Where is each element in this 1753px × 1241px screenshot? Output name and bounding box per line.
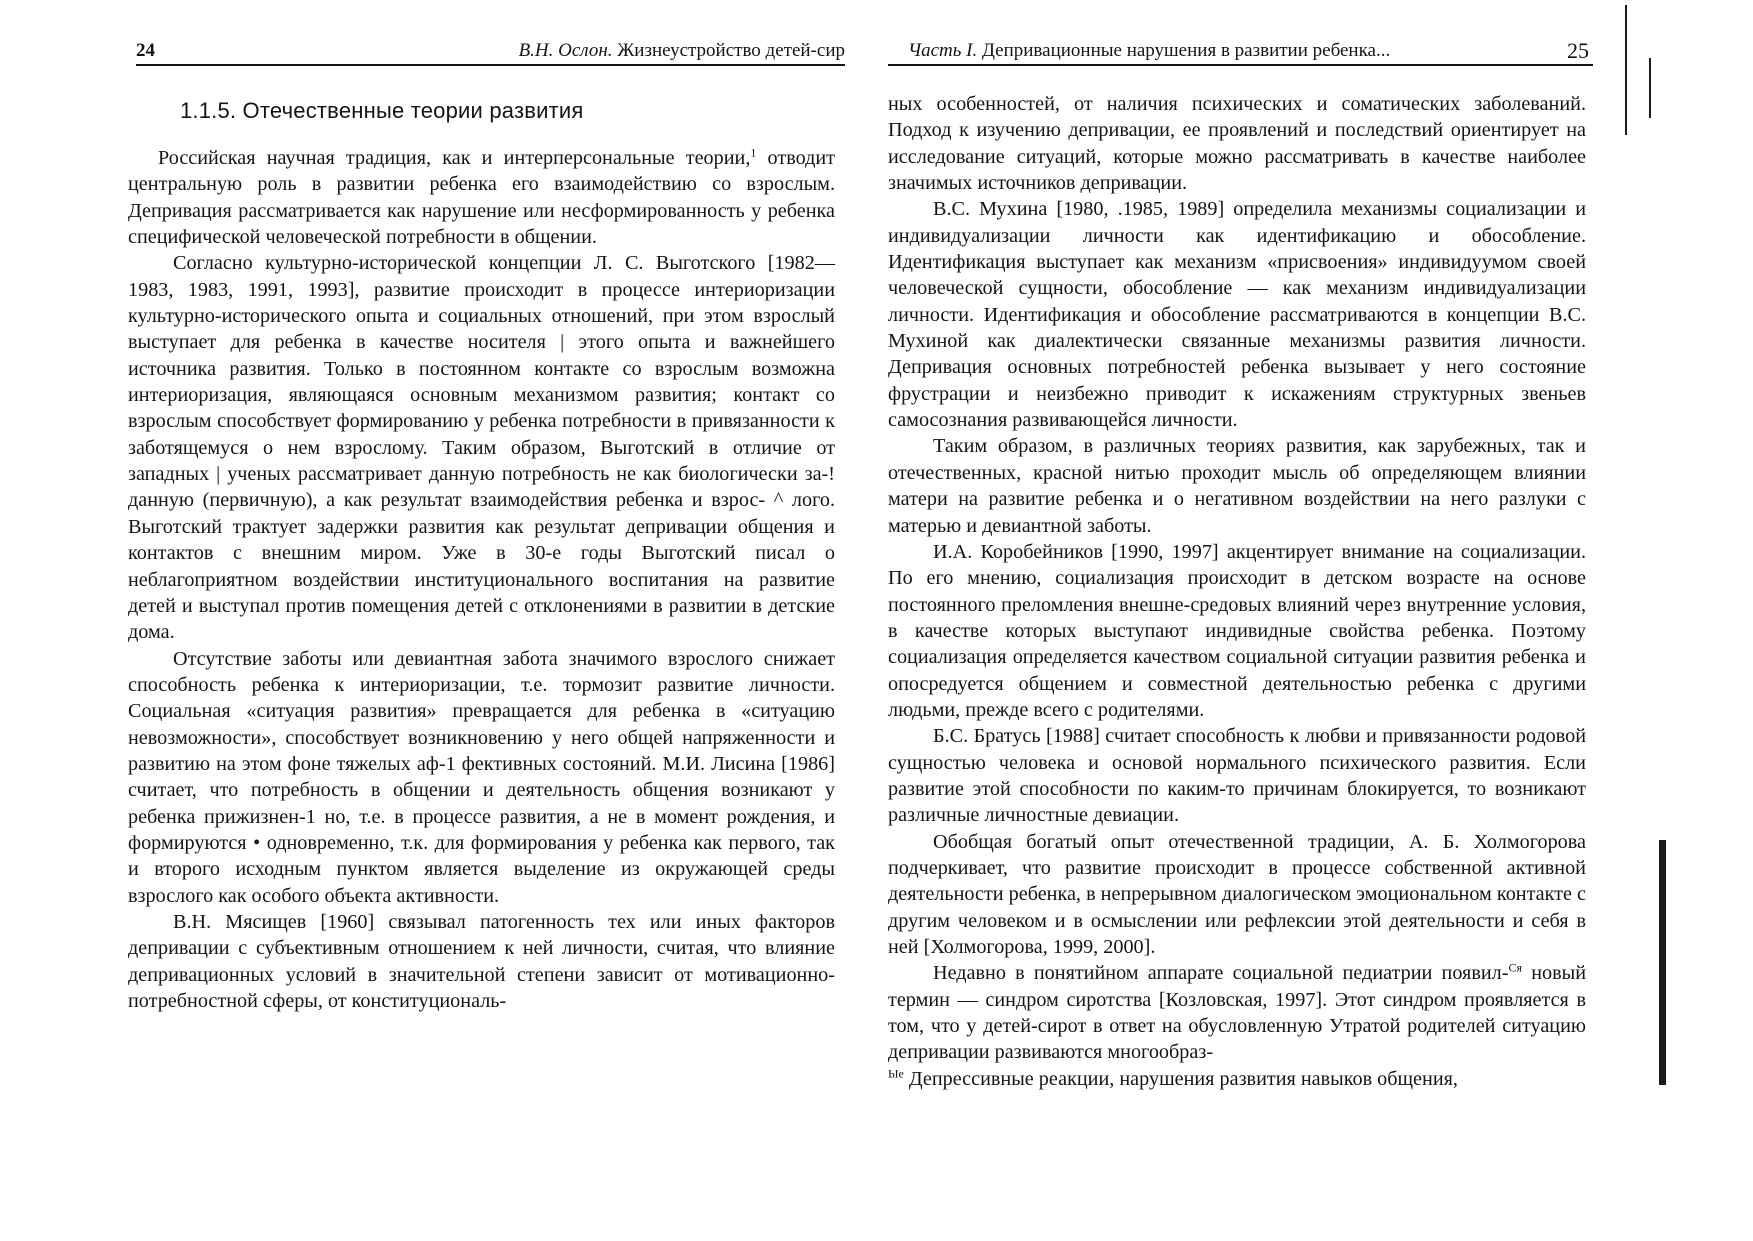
running-head-book-title: Жизнеустройство детей-сир	[617, 40, 845, 61]
paragraph	[888, 960, 1586, 1065]
paragraph: В.С. Мухина [1980, .1985, 1989] определила механизмы социализации и индивидуализации личности как идентификацию и обособление. Идентификация выступает как механизм «присвоения» индивидуумом своей человеческой сущности, обособление — как механизм индивидуализации личности. Идентификация и обособление рассматриваются в концепции В.С. Мухиной как диалектически связанные механизмы развития личности. Депривация основных потребностей ребенка вызывает у него состояние фрустрации и неизбежно приводит к искажениям структурных звеньев самосознания развивающейся личности.	[888, 198, 1586, 432]
left-text-column	[128, 145, 835, 1014]
paragraph	[128, 145, 835, 250]
scan-edge-mark	[1659, 840, 1666, 1085]
paragraph-rest: отводит центральную роль в развитии ребенка его взаимодействию со взрослым. Депривация рассматривается как нарушение или несформированность у ребенка специфической человеческой потребности в общении.	[128, 147, 835, 249]
paragraph: Согласно культурно-исторической концепции Л. С. Выготского [1982—1983, 1983, 1991, 1993], развитие происходит в процессе интериоризации культурно-исторического опыта и социальных отношений, при этом взрослый выступает для ребенка в качестве носителя | этого опыта и важнейшего источника развития. Только в постоянном контакте со взрослым возможна интериоризация, являющаяся основным механизмом развития; контакт со взрослым способствует формированию у ребенка потребности в привязанности к заботящемуся о нем взрослому. Таким образом, Выготский в отличие от западных | ученых рассматривает данную потребность не как биологически за-! данную (первичную), а как результат взаимодействия ребенка и взрос- ^ лого. Выготский трактует задержки развития как результат депривации общения и контактов с внешним миром. Уже в 30-е годы Выготский писал о неблагоприятном воздействии институционального воспитания на развитие детей и выступал против помещения детей с отклонениями в развитии в детские дома.	[128, 252, 835, 644]
right-text-column	[888, 91, 1586, 1092]
paragraph: Отсутствие заботы или девиантная забота значимого взрослого снижает способность ребенка к интериоризации, т.е. тормозит развитие личности. Социальная «ситуация развития» превращается для ребенка в «ситуацию невозможности», способствует возникновению у него общей напряженности и развитию на этом фоне тяжелых аф-1 фективных состояний. М.И. Лисина [1986] считает, что потребность в общении и деятельность общения возникают у ребенка прижизнен-1 но, т.е. в процессе развития, а не в момент рождения, и формируются • одновременно, т.к. для формирования у ребенка как первого, так и второго исходным пунктом является выделение из окружающей среды взрослого как особого объекта активности.	[128, 647, 835, 907]
paragraph: Обобщая богатый опыт отечественной традиции, А. Б. Холмогорова подчеркивает, что развитие происходит в процессе собственной активной деятельности ребенка, в непрерывном диалогическом эмоциональном контакте с другим человеком и в осмыслении или рефлексии этой деятельности и себя в ней [Холмогорова, 1999, 2000].	[888, 830, 1586, 958]
running-head-part: Часть I.	[908, 40, 978, 61]
running-head	[888, 38, 1593, 66]
paragraph: И.А. Коробейников [1990, 1997] акцентирует внимание на социализации. По его мнению, социализация происходит в детском возрасте на основе постоянного преломления внешне-средовых влияний через внутренние условия, в качестве которых выступают индивидные свойства ребенка. Поэтому социализация определяется качеством социальной ситуации развития ребенка и опосредуется общением и совместной деятельностью ребенка с другими людьми, прежде всего с родителями.	[888, 540, 1586, 721]
paragraph: Таким образом, в различных теориях развития, как зарубежных, так и отечественных, красной нитью проходит мысль об определяющем влиянии матери на развитие ребенка и о негативном воздействии на него разлуки с матерью и девиантной заботы.	[888, 435, 1586, 537]
running-head-title	[519, 38, 845, 64]
left-page	[0, 0, 876, 1241]
scan-edge-mark	[1625, 5, 1627, 135]
running-head-chapter-title: Депривационные нарушения в развитии ребенка...	[981, 40, 1391, 61]
paragraph-text: новый термин — синдром сиротства [Козловская, 1997]. Этот синдром проявляется в том, что у детей-сирот в ответ на обусловленную Утратой родителей ситуацию депривации развиваются многообраз-	[888, 962, 1587, 1064]
running-head	[136, 38, 845, 66]
paragraph-lead: Российская научная традиция, как и интерперсональные теории,	[158, 147, 751, 169]
paragraph-text: Депрессивные реакции, нарушения развития навыков общения,	[908, 1067, 1458, 1090]
section-heading: 1.1.5. Отечественные теории развития	[180, 98, 584, 123]
page-number: 25	[1567, 38, 1589, 63]
stray-mark: Ся	[1508, 960, 1522, 975]
paragraph	[888, 1066, 1586, 1092]
paragraph: В.Н. Мясищев [1960] связывал патогенность тех или иных факторов депривации с субъективным отношением к ней личности, считая, что влияние депривационных условий в значительной степени зависит от мотивационно-потребностной сферы, от конституциональ-	[128, 910, 835, 1012]
page-number: 24	[136, 40, 155, 61]
running-head-title	[908, 38, 1390, 64]
right-page	[876, 0, 1753, 1241]
paragraph: ных особенностей, от наличия психических и соматических заболеваний. Подход к изучению депривации, ее проявлений и последствий ориентирует на исследование ситуаций, которые можно рассматривать в качестве наиболее значимых источников депривации.	[888, 93, 1586, 195]
footnote-mark[interactable]: 1	[750, 145, 757, 160]
paragraph-text: Недавно в понятийном аппарате социальной педиатрии появил-	[933, 962, 1509, 985]
running-head-author: В.Н. Ослон.	[518, 40, 613, 61]
paragraph: Б.С. Братусь [1988] считает способность к любви и привязанности родовой сущностью человека и основой нормального психического развития. Если развитие этой способности по каким-то причинам блокируется, то возникают различные личностные девиации.	[888, 725, 1586, 827]
scan-edge-mark	[1649, 58, 1651, 118]
stray-mark: Ые	[888, 1065, 904, 1080]
